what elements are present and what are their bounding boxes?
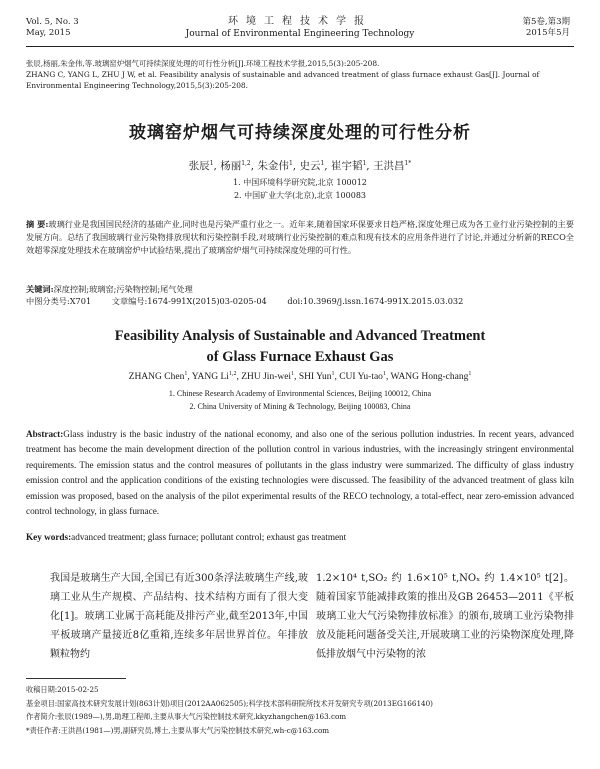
running-header-center — [150, 16, 450, 40]
keywords-cn-label: 关键词: — [26, 284, 54, 294]
keywords-en-label: Key words: — [26, 532, 72, 542]
article-meta-cn — [26, 295, 574, 308]
keywords-en-text: advanced treatment; glass furnace; pollutant control; exhaust gas treatment — [71, 532, 347, 542]
author-cn: 杨丽$^{1,2}$ — [220, 160, 251, 172]
issue-cn: 第5卷,第3期 — [522, 17, 570, 27]
affiliation-en-2: 2. China University of Mining & Technology, Beijing 100083, China — [189, 402, 411, 411]
journal-name-en: Journal of Environmental Engineering Technology — [185, 29, 415, 39]
author-list-en: ZHANG Chen$^1$, YANG Li$^{1,2}$, ZHU Jin-wei$^1$, SHI Yun$^1$, CUI Yu-tao$^1$, WANG Hong-chang$^1$ — [128, 371, 472, 382]
footnotes — [26, 683, 574, 737]
paper-title-cn: 玻璃窑炉烟气可持续深度处理的可行性分析 — [129, 123, 471, 143]
paper-title-en — [0, 326, 600, 368]
keywords-en — [26, 532, 574, 542]
author-list-cn: 张辰$^1$, 杨丽$^{1,2}$, 朱金伟$^1$, 史云$^1$, 崔宇韬$^1$, 王洪昌$^{1*}$ — [188, 160, 412, 172]
keywords-cn-text: 深度控制;玻璃窑;污染物控制;尾气处理 — [53, 284, 193, 294]
affiliation-en-1: 1. Chinese Research Academy of Environmental Sciences, Beijing 100012, China — [168, 389, 432, 398]
clc-number: 中图分类号:X701 — [26, 296, 92, 306]
author-en: CUI Yu-tao$^1$ — [339, 371, 386, 382]
author-cn: 王洪昌$^{1*}$ — [372, 160, 412, 172]
date-cn: 2015年5月 — [525, 28, 570, 38]
citation-en: ZHANG C, YANG L, ZHU J W, et al. Feasibility analysis of sustainable and advanced treatment of glass furnace exhaust Gas[J]. Journal of Environmental Engineering Technology,2015,5(3):205-208. — [26, 70, 540, 90]
author-en: WANG Hong-chang$^1$ — [390, 371, 472, 382]
publication-date: May, 2015 — [26, 28, 71, 38]
author-en: YANG Li$^{1,2}$ — [191, 371, 237, 382]
author-cn: 朱金伟$^1$ — [257, 160, 293, 172]
body-column-left: 我国是玻璃生产大国,全国已有近300条浮法玻璃生产线,玻璃工业从生产规模、产品结构、技术结构方面有了很大变化[1]。玻璃工业属于高耗能及排污产业,截至2013年,中国平板玻璃产量接近8亿重箱,连续多年居世界首位。年排放颗粒物约 — [50, 573, 308, 660]
volume-number: Vol. 5, No. 3 — [26, 17, 79, 27]
paper-title-en-line1: Feasibility Analysis of Sustainable and Advanced Treatment — [114, 328, 486, 344]
doi: doi:10.3969/j.issn.1674-991X.2015.03.032 — [287, 296, 464, 306]
citation-block — [26, 58, 574, 91]
footnote-rule — [26, 678, 126, 679]
citation-cn: 张辰,杨丽,朱金伟,等.玻璃窑炉烟气可持续深度处理的可行性分析[J].环境工程技术学报,2015,5(3):205-208. — [26, 59, 380, 68]
abstract-en-label: Abstract: — [26, 429, 64, 439]
author-en: SHI Yun$^1$ — [298, 371, 335, 382]
running-header-left — [26, 17, 79, 39]
author-en: ZHU Jin-wei$^1$ — [241, 371, 295, 382]
body-column-right: 1.2×10⁴ t,SO₂ 约 1.6×10⁵ t,NOₓ 约 1.4×10⁵ t[2]。随着国家节能减排政策的推出及GB 26453—2011《平板玻璃工业大气污染物排放标准》的颁布,玻璃工业污染物排放及能耗问题备受关注,开展玻璃工业的污染物深度处理,降低排放烟气中污染物的浓 — [316, 573, 574, 660]
author-cn: 张辰$^1$ — [188, 160, 214, 172]
affiliation-cn-2: 2. 中国矿业大学(北京),北京 100083 — [233, 191, 367, 200]
footnote-corresponding: *责任作者:王洪昌(1981—)男,副研究员,博士,主要从事大气污染控制技术研究,wh-c@163.com — [26, 725, 330, 735]
footnote-received: 收稿日期:2015-02-25 — [26, 685, 99, 694]
running-header-right — [522, 17, 570, 39]
abstract-cn-text: 玻璃行业是我国国民经济的基础产业,同时也是污染严重行业之一。近年来,随着国家环保要求日趋严格,深度处理已成为各工业行业污染控制的主要发展方向。总结了我国玻璃行业污染物排放现状和污染控制手段,对玻璃行业污染控制的难点和现有技术的应用条件进行了讨论,并通过分析新的RECO全效超零深度处理技术在玻璃窑炉中试验结果,提出了玻璃窑炉烟气可持续深度处理的可行性。 — [26, 219, 574, 255]
author-cn: 崔宇韬$^1$ — [330, 160, 367, 172]
paper-title-en-line2: of Glass Furnace Exhaust Gas — [206, 349, 394, 365]
abstract-en — [26, 427, 574, 519]
journal-name-cn: 环境工程技术学报 — [228, 16, 372, 27]
affiliation-cn-1: 1. 中国环境科学研究院,北京 100012 — [233, 178, 367, 187]
document-number: 文章编号:1674-991X(2015)03-0205-04 — [111, 296, 267, 306]
author-cn: 史云$^1$ — [299, 160, 325, 172]
abstract-cn-label: 摘 要: — [26, 219, 49, 229]
abstract-cn — [26, 218, 574, 257]
header-rule — [26, 46, 574, 47]
abstract-en-text: Glass industry is the basic industry of the national economy, and also one of the serious pollution industries. In recent years, advanced treatment has become the main development direction of the pollution control in various industries, with the increasingly stringent environmental requirements. The emission status and the control measures of pollutants in the glass industry were summarized. The difficulty of glass industry emission control and the application conditions of the existing technologies were discussed. The feasibility of the advanced treatment of glass kiln emission was proposed, based on the analysis of the pilot experimental results of the RECO technology, a total-effect, near zero-emission advanced control technology, in glass furnace. — [26, 429, 574, 517]
footnote-author: 作者简介:张辰(1989—),男,助理工程师,主要从事大气污染控制技术研究,kkyzhangchen@163.com — [26, 712, 347, 721]
footnote-fund: 基金项目:国家高技术研究发展计划(863计划)项目(2012AA062505);科学技术部科研院所技术开发研究专项(2013EG166140) — [26, 698, 433, 708]
author-en: ZHANG Chen$^1$ — [128, 371, 188, 382]
